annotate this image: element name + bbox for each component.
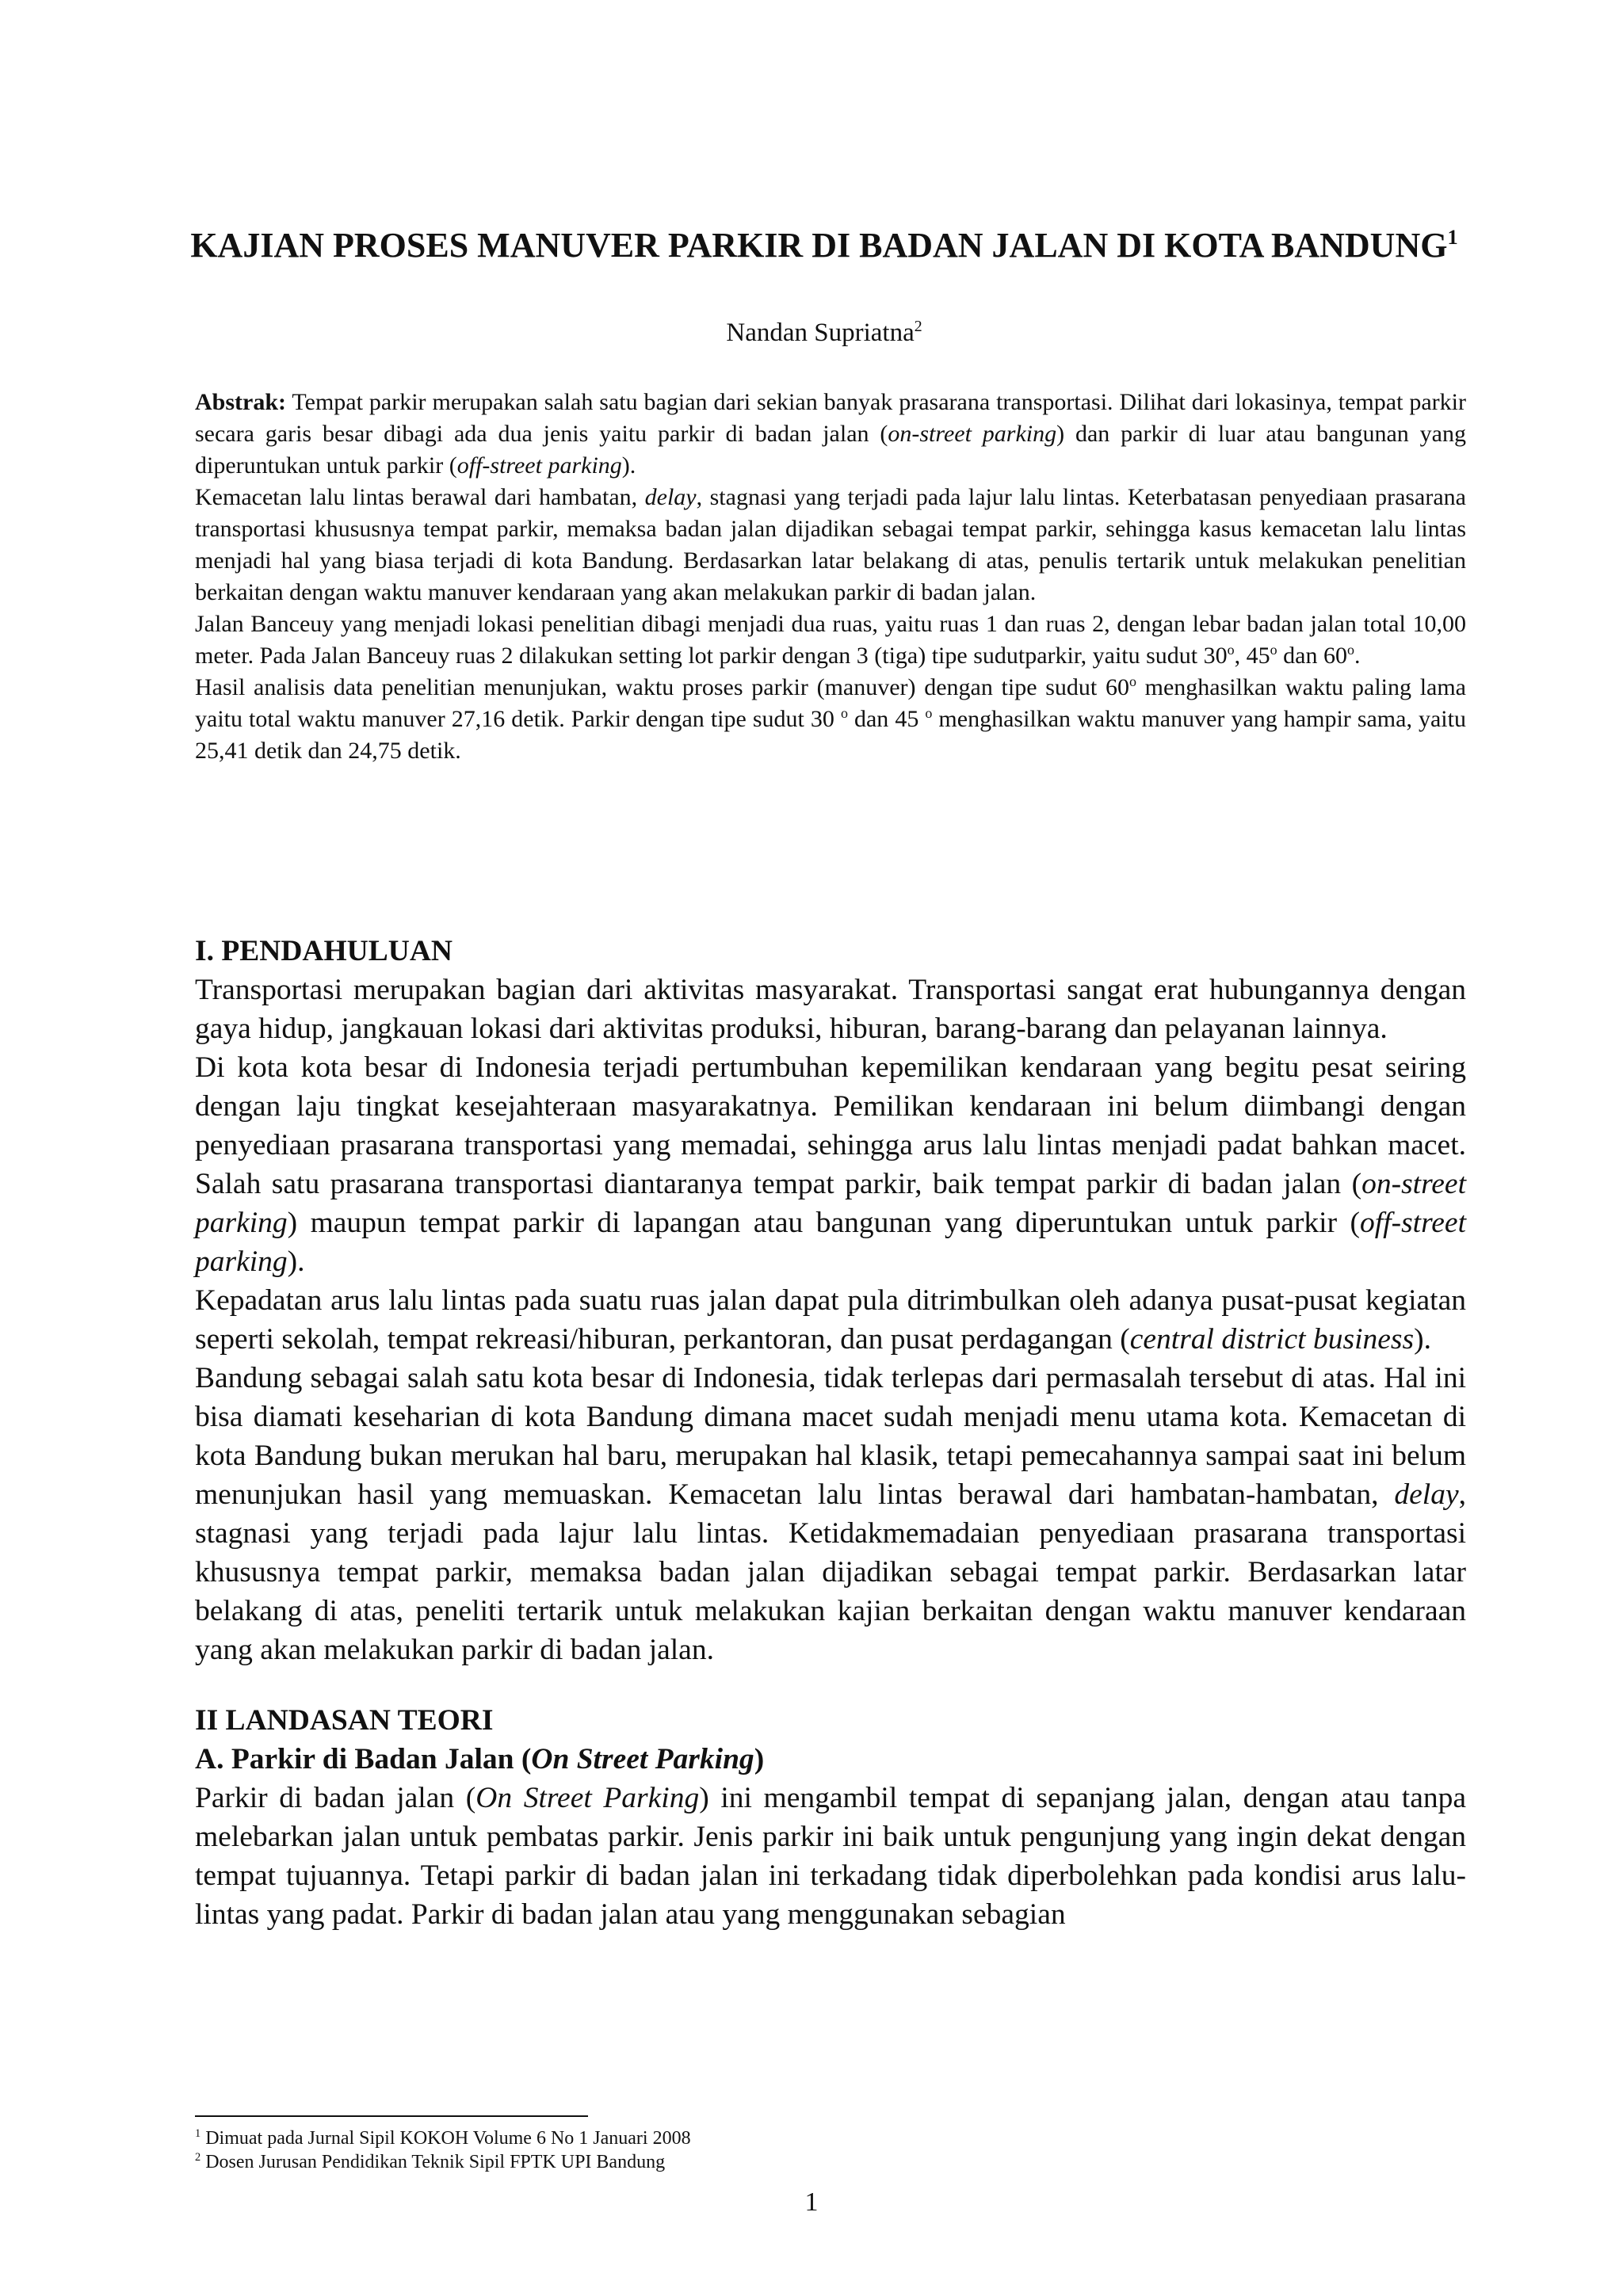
author-name: Nandan Supriatna	[726, 318, 915, 347]
author-line	[190, 317, 1458, 349]
body-paragraph: Transportasi merupakan bagian dari aktivitas masyarakat. Transportasi sangat erat hubungannya dengan gaya hidup, jangkauan lokasi dari aktivitas produksi, hiburan, barang-barang dan pelayanan lainnya.	[195, 974, 1466, 1045]
title-footnote-mark: 1	[1447, 225, 1458, 250]
abstract-text: dan 45	[847, 706, 926, 732]
abstract	[195, 387, 1466, 767]
body-italic-term: delay	[1394, 1478, 1459, 1511]
footnotes	[195, 2126, 1146, 2174]
body-italic-term: off-street parking	[195, 1207, 1466, 1278]
abstract-text: Kemacetan lalu lintas berawal dari hambatan,	[195, 484, 645, 510]
footnote-mark: 2	[195, 2151, 201, 2164]
body-paragraph	[195, 1359, 1466, 1669]
body-text-run: ) maupun tempat parkir di lapangan atau bangunan yang diperuntukan untuk parkir (	[287, 1207, 1360, 1239]
subsection-heading-text: A. Parkir di Badan Jalan (	[195, 1743, 532, 1775]
abstract-paragraph-4	[195, 672, 1466, 767]
abstract-paragraph-2	[195, 482, 1466, 608]
abstract-paragraph-1	[195, 387, 1466, 482]
abstract-text: dan 60	[1277, 643, 1347, 669]
abstract-text: ) dan parkir di luar atau bangunan yang diperuntukan untuk parkir (	[195, 421, 1466, 479]
subsection-heading-italic: On Street Parking	[531, 1743, 754, 1775]
abstract-text: .	[1354, 643, 1361, 669]
body-text-run: Kepadatan arus lalu lintas pada suatu ruas jalan dapat pula ditrimbulkan oleh adanya pusat-pusat kegiatan seperti sekolah, tempat rekreasi/hiburan, perkantoran, dan pusat perdagangan (	[195, 1284, 1466, 1356]
degree-mark: o	[1128, 673, 1136, 689]
body-paragraph	[195, 1281, 1466, 1359]
abstract-text: Hasil analisis data penelitian menunjukan, waktu proses parkir (manuver) dengan tipe sudut 60	[195, 674, 1129, 700]
body-italic-term: On Street Parking	[475, 1782, 700, 1814]
subsection-heading-text: )	[754, 1743, 765, 1775]
body-text-run: Parkir di badan jalan (	[195, 1782, 476, 1814]
abstract-italic-term: on-street parking	[888, 421, 1057, 447]
degree-mark: o	[1346, 642, 1354, 658]
abstract-text: Tempat parkir merupakan salah satu bagian dari sekian banyak prasarana transportasi. Dilihat dari lokasinya, tempat parkir secara garis besar dibagi ada dua jenis yaitu parkir di badan jalan (	[195, 389, 1466, 447]
abstract-paragraph-3	[195, 608, 1466, 672]
abstract-italic-term: off-street parking	[456, 452, 622, 479]
degree-mark: o	[1270, 642, 1277, 658]
abstract-italic-term: delay	[644, 484, 697, 510]
footnote-text: Dimuat pada Jurnal Sipil KOKOH Volume 6 No 1 Januari 2008	[200, 2128, 691, 2149]
subsection-heading	[195, 1740, 1466, 1779]
section-spacer	[195, 1669, 1466, 1701]
body-paragraph	[195, 1779, 1466, 1934]
body-text	[195, 932, 1466, 1934]
body-text-run: , stagnasi yang terjadi pada lajur lalu lintas. Ketidakmemadaian penyediaan prasarana transportasi khususnya tempat parkir, memaksa badan jalan dijadikan sebagai tempat parkir. Berdasarkan latar belakang di atas, peneliti tertarik untuk melakukan kajian berkaitan dengan waktu manuver kendaraan yang akan melakukan parkir di badan jalan.	[195, 1478, 1466, 1666]
body-italic-term: on-street parking	[195, 1168, 1466, 1239]
title-text: KAJIAN PROSES MANUVER PARKIR DI BADAN JALAN DI KOTA BANDUNG	[190, 226, 1448, 265]
section-heading-pendahuluan: I. PENDAHULUAN	[195, 935, 453, 967]
degree-mark: o	[840, 705, 848, 721]
paper-title	[190, 223, 1458, 267]
abstract-text: , stagnasi yang terjadi pada lajur lalu lintas. Keterbatasan penyediaan prasarana transportasi khususnya tempat parkir, memaksa badan jalan dijadikan sebagai tempat parkir, sehingga kasus kemacetan lalu lintas menjadi hal yang biasa terjadi di kota Bandung. Berdasarkan latar belakang di atas, penulis tertarik untuk melakukan penelitian berkaitan dengan waktu manuver kendaraan yang akan melakukan parkir di badan jalan.	[195, 484, 1466, 605]
section-heading-landasan-teori: II LANDASAN TEORI	[195, 1704, 494, 1737]
body-text-run: ).	[287, 1245, 305, 1278]
abstract-text: ).	[621, 452, 636, 479]
body-text-run: ) ini mengambil tempat di sepanjang jalan, dengan atau tanpa melebarkan jalan untuk pembatas parkir. Jenis parkir ini baik untuk pengunjung yang ingin dekat dengan tempat tujuannya. Tetapi parkir di badan jalan ini terkadang tidak diperbolehkan pada kondisi arus lalu-lintas yang padat. Parkir di badan jalan atau yang menggunakan sebagian	[195, 1782, 1467, 1931]
degree-mark: o	[1227, 642, 1235, 658]
abstract-text: menghasilkan waktu manuver yang hampir sama, yaitu 25,41 detik dan 24,75 detik.	[195, 706, 1466, 764]
body-text-run: ).	[1414, 1323, 1431, 1356]
footnote-text: Dosen Jurusan Pendidikan Teknik Sipil FPTK UPI Bandung	[200, 2152, 666, 2172]
degree-mark: o	[925, 705, 933, 721]
footnote-1	[195, 2126, 1146, 2150]
body-text-run: Bandung sebagai salah satu kota besar di Indonesia, tidak terlepas dari permasalah tersebut di atas. Hal ini bisa diamati keseharian di kota Bandung dimana macet sudah menjadi menu utama kota. Kemacetan di kota Bandung bukan merukan hal baru, merupakan hal klasik, tetapi pemecahannya sampai saat ini belum menunjukan hasil yang memuaskan. Kemacetan lalu lintas berawal dari hambatan-hambatan,	[195, 1362, 1466, 1511]
footnote-2	[195, 2150, 1146, 2174]
body-paragraph	[195, 1048, 1466, 1281]
footnote-separator	[195, 2115, 588, 2117]
abstract-text: , 45	[1234, 643, 1270, 669]
abstract-label: Abstrak:	[195, 389, 287, 415]
footnote-mark: 1	[195, 2127, 201, 2140]
abstract-text: menghasilkan waktu paling lama yaitu total waktu manuver 27,16 detik. Parkir dengan tipe sudut 30	[195, 674, 1466, 732]
abstract-text: Jalan Banceuy yang menjadi lokasi penelitian dibagi menjadi dua ruas, yaitu ruas 1 dan ruas 2, dengan lebar badan jalan total 10,00 meter. Pada Jalan Banceuy ruas 2 dilakukan setting lot parkir dengan 3 (tiga) tipe sudutparkir, yaitu sudut 30	[195, 611, 1466, 669]
author-footnote-mark: 2	[914, 318, 922, 335]
page-number: 1	[804, 2187, 819, 2217]
body-italic-term: central district business	[1129, 1323, 1415, 1356]
body-text-run: Di kota kota besar di Indonesia terjadi pertumbuhan kepemilikan kendaraan yang begitu pesat seiring dengan laju tingkat kesejahteraan masyarakatnya. Pemilikan kendaraan ini belum diimbangi dengan penyediaan prasarana transportasi yang memadai, sehingga arus lalu lintas menjadi padat bahkan macet. Salah satu prasarana transportasi diantaranya tempat parkir, baik tempat parkir di badan jalan (	[195, 1051, 1466, 1200]
